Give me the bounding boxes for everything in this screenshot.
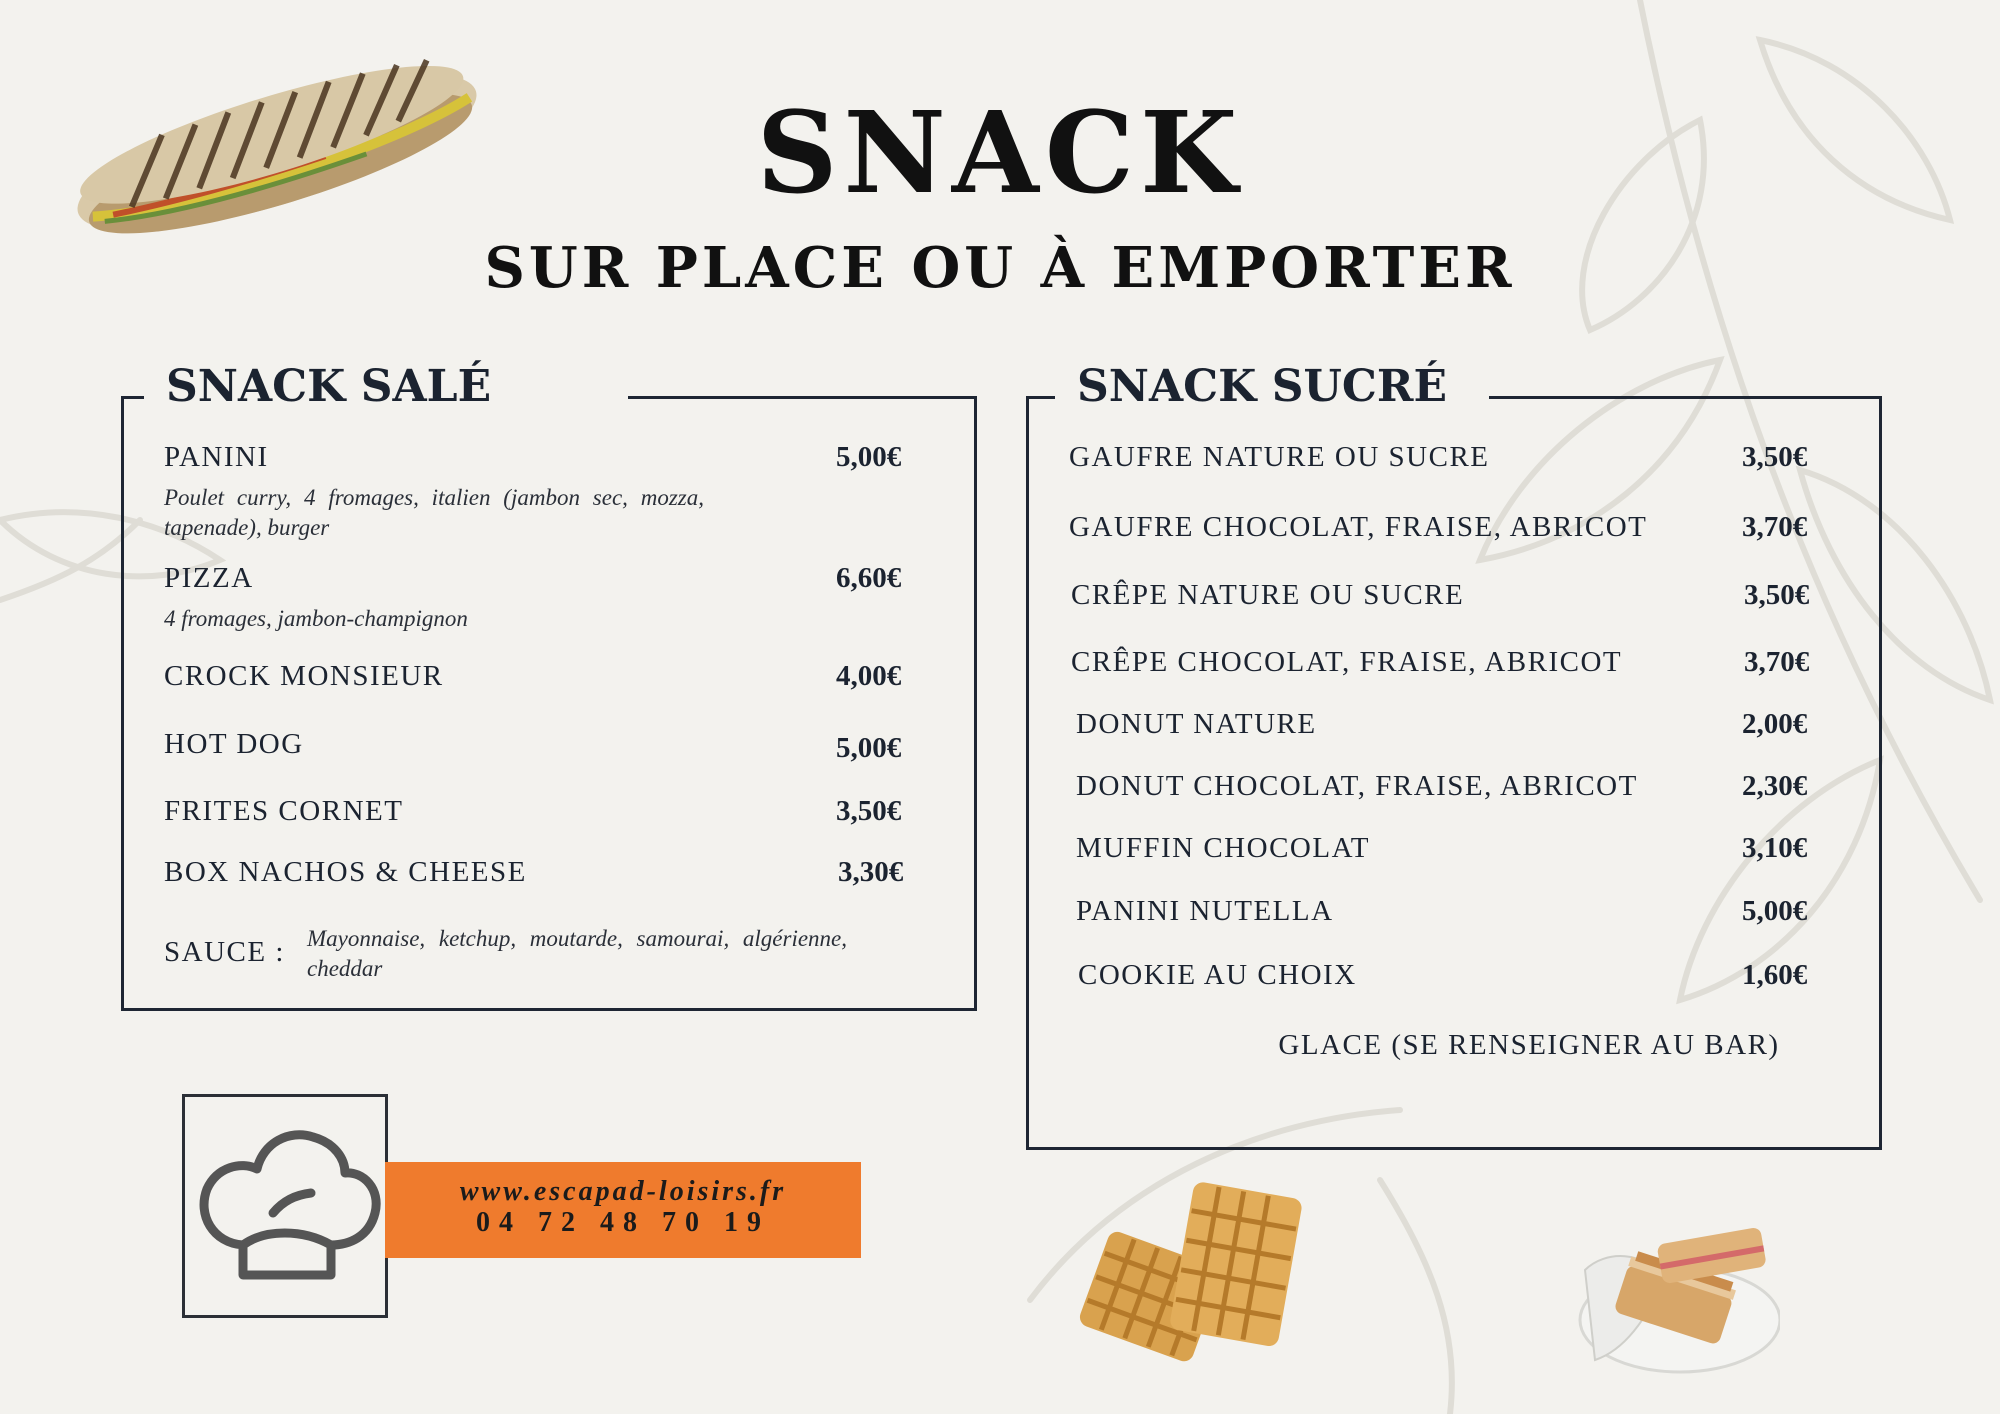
item-price: 3,70€	[1742, 511, 1808, 543]
item-price: 2,30€	[1742, 770, 1808, 802]
panini-image	[62, 52, 492, 252]
item-price: 4,00€	[836, 660, 902, 692]
item-price: 3,50€	[1742, 441, 1808, 473]
item-price: 3,50€	[1744, 579, 1810, 611]
item-name: HOT DOG	[164, 728, 304, 760]
page-subtitle: SUR PLACE OU À EMPORTER	[484, 235, 1516, 301]
sauce-label: SAUCE :	[164, 936, 285, 968]
snack-sale-title: SNACK SALÉ	[144, 361, 628, 412]
item-price: 5,00€	[1742, 895, 1808, 927]
chef-hat-icon	[185, 1097, 385, 1315]
item-price: 3,70€	[1744, 646, 1810, 678]
item-price: 3,30€	[838, 856, 904, 888]
item-price: 3,10€	[1742, 832, 1808, 864]
item-name: PANINI	[164, 441, 269, 473]
item-price: 1,60€	[1742, 959, 1808, 991]
item-price: 2,00€	[1742, 708, 1808, 740]
item-description: Poulet curry, 4 fromages, italien (jambon sec, mozza, tapenade), burger	[164, 485, 704, 540]
sauce-description: Mayonnaise, ketchup, moutarde, samourai, algérienne, cheddar	[307, 926, 847, 981]
item-name: CROCK MONSIEUR	[164, 660, 444, 692]
item-price: 5,00€	[836, 441, 902, 473]
item-name: COOKIE AU CHOIX	[1078, 959, 1357, 991]
item-price: 3,50€	[836, 795, 902, 827]
toasted-sandwich-image	[1565, 1210, 1780, 1380]
contact-banner	[385, 1162, 861, 1258]
item-price: 6,60€	[836, 562, 902, 594]
snack-sucre-section	[1026, 361, 1882, 1150]
chef-hat-box	[182, 1094, 388, 1318]
item-name: PANINI NUTELLA	[1076, 895, 1334, 927]
item-name: GAUFRE NATURE OU SUCRE	[1069, 441, 1490, 473]
glace-note: GLACE (SE RENSEIGNER AU BAR)	[1278, 1029, 1780, 1061]
snack-sucre-title: SNACK SUCRÉ	[1055, 361, 1489, 412]
page-title: SNACK	[756, 88, 1244, 219]
item-name: GAUFRE CHOCOLAT, FRAISE, ABRICOT	[1069, 511, 1648, 543]
item-name: DONUT NATURE	[1076, 708, 1317, 740]
snack-sale-section	[121, 361, 977, 1011]
item-name: CRÊPE NATURE OU SUCRE	[1071, 579, 1465, 611]
item-name: BOX NACHOS & CHEESE	[164, 856, 527, 888]
item-price: 5,00€	[836, 732, 902, 764]
item-name: CRÊPE CHOCOLAT, FRAISE, ABRICOT	[1071, 646, 1623, 678]
item-name: FRITES CORNET	[164, 795, 404, 827]
waffle-image	[1070, 1180, 1310, 1370]
item-name: DONUT CHOCOLAT, FRAISE, ABRICOT	[1076, 770, 1638, 802]
item-name: MUFFIN CHOCOLAT	[1076, 832, 1371, 864]
item-name: PIZZA	[164, 562, 254, 594]
item-description: 4 fromages, jambon-champignon	[164, 606, 468, 631]
website-link[interactable]: www.escapad-loisirs.fr	[459, 1176, 787, 1207]
phone-number: 04 72 48 70 19	[476, 1207, 770, 1238]
